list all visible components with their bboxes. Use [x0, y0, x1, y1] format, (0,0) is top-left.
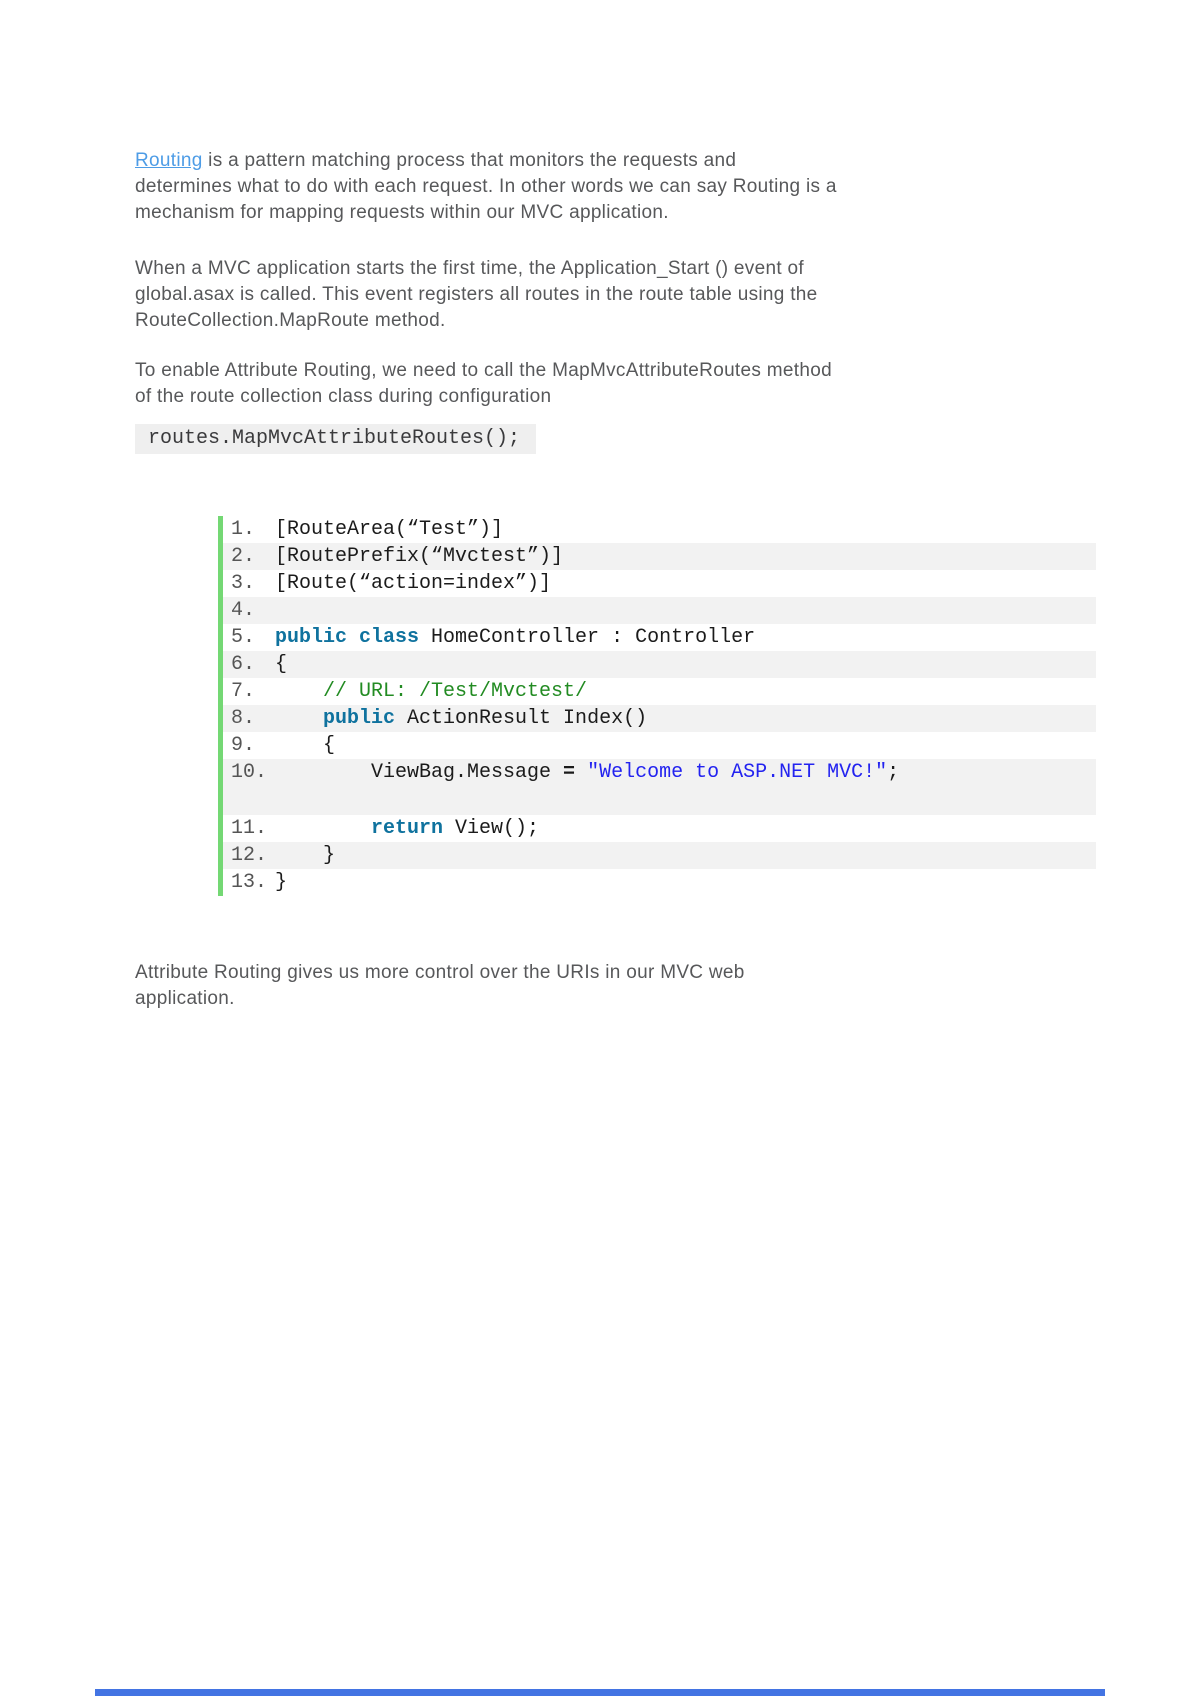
paragraph-line: global.asax is called. This event registers all routes in the route table using the	[135, 284, 818, 305]
code-line-content: return View();	[371, 817, 540, 840]
paragraph-application-start	[135, 256, 1100, 334]
paragraph-routing-intro	[135, 148, 1100, 226]
code-line	[223, 570, 1096, 597]
code-line	[223, 842, 1096, 869]
code-line	[223, 543, 1096, 570]
paragraph-line: mechanism for mapping requests within our MVC application.	[135, 202, 669, 223]
paragraph-conclusion	[135, 960, 1100, 1012]
paragraph-line: of the route collection class during configuration	[135, 386, 552, 407]
paragraph-line	[135, 148, 1100, 174]
code-line-number: 13.	[231, 871, 268, 894]
code-line-number: 6.	[231, 653, 256, 676]
code-line-number: 10.	[231, 761, 268, 784]
paragraph-enable-attribute-routing	[135, 358, 1100, 410]
code-line-number: 4.	[231, 599, 256, 622]
code-line-content: ViewBag.Message = "Welcome to ASP.NET MVC!";	[275, 761, 900, 784]
code-line-number: 3.	[231, 572, 256, 595]
code-line-content: public ActionResult Index()	[323, 707, 648, 730]
code-line-number: 11.	[231, 817, 268, 840]
paragraph-line: When a MVC application starts the first time, the Application_Start () event of	[135, 258, 804, 279]
code-line-content: public class HomeController : Controller	[275, 626, 756, 649]
code-line-number: 9.	[231, 734, 256, 757]
paragraph-line: Attribute Routing gives us more control over the URIs in our MVC web	[135, 962, 745, 983]
code-line-content: [Route(“action=index”)]	[275, 572, 552, 595]
inline-code-snippet: routes.MapMvcAttributeRoutes();	[135, 424, 536, 454]
code-line	[223, 651, 1096, 678]
code-line-number: 7.	[231, 680, 256, 703]
code-block-left-border	[218, 516, 223, 896]
paragraph-line: determines what to do with each request. In other words we can say Routing is a	[135, 176, 837, 197]
code-line	[223, 732, 1096, 759]
code-line-content: [RoutePrefix(“Mvctest”)]	[275, 545, 564, 568]
code-line-number: 12.	[231, 844, 268, 867]
code-line-content: // URL: /Test/Mvctest/	[275, 680, 588, 703]
paragraph-line: To enable Attribute Routing, we need to call the MapMvcAttributeRoutes method	[135, 360, 832, 381]
code-line	[223, 759, 1096, 815]
code-line-content: {	[275, 653, 288, 676]
bottom-progress-bar	[95, 1689, 1105, 1696]
code-line	[223, 516, 1096, 543]
routing-link[interactable]: Routing	[135, 150, 203, 171]
code-lines-container	[223, 516, 1096, 896]
code-line-number: 1.	[231, 518, 256, 541]
code-line	[223, 678, 1096, 705]
code-line-content: [RouteArea(“Test”)]	[275, 518, 504, 541]
code-line	[223, 705, 1096, 732]
paragraph-line: application.	[135, 988, 235, 1009]
code-line	[223, 815, 1096, 842]
code-line-content: }	[275, 871, 288, 894]
code-line	[223, 597, 1096, 624]
code-line	[223, 869, 1096, 896]
code-line-number: 2.	[231, 545, 256, 568]
code-line-content: {	[275, 734, 336, 757]
code-line	[223, 624, 1096, 651]
paragraph-line: RouteCollection.MapRoute method.	[135, 310, 446, 331]
code-line-number: 8.	[231, 707, 256, 730]
code-line-content: }	[275, 844, 336, 867]
code-block	[218, 516, 1096, 896]
code-line-number: 5.	[231, 626, 256, 649]
paragraph-text: is a pattern matching process that monitors the requests and	[202, 150, 737, 171]
